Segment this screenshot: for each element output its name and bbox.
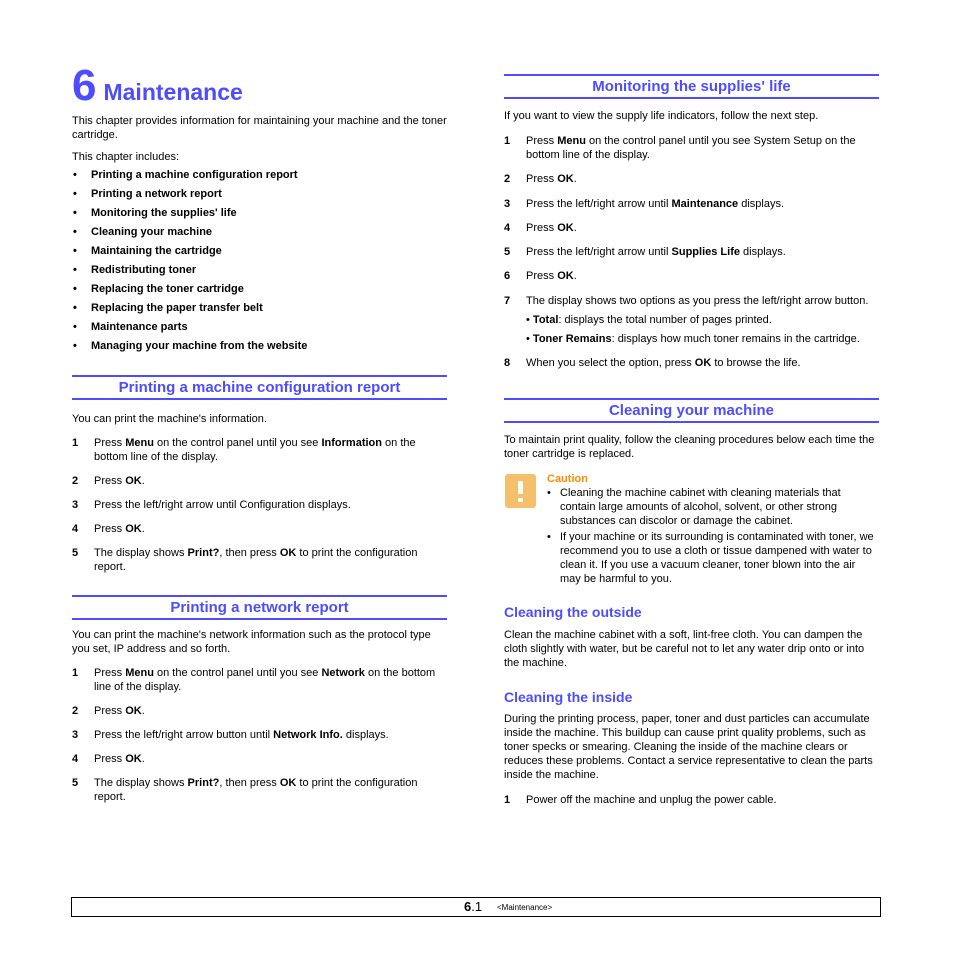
page-number: 6.1 — [464, 899, 483, 914]
chapter-contents-list — [72, 168, 447, 358]
step-item: 5 The display shows Print?, then press OK to print the configuration report. — [72, 777, 418, 803]
cleaning-inside-text: During the printing process, paper, toner and dust particles can accumulate inside the machine. This buildup can cause print quality problems, such as toner specks or smearing. Cleaning the inside of the machine clears or reduces these problems. Contact a service representative to clean the parts inside the machine. — [504, 713, 873, 781]
toc-item[interactable]: • Printing a machine configuration report — [72, 168, 447, 187]
toc-item[interactable]: • Monitoring the supplies' life — [72, 206, 447, 225]
step-item: 2 Press OK. — [72, 475, 145, 487]
supplies-steps — [504, 134, 879, 370]
step-item: 7 The display shows two options as you press the left/right arrow button. • Total: displays the total number of pages printed. • Toner Remains: displays how much toner remains in the cartridge. — [504, 294, 879, 346]
step-item: 2 Press OK. — [504, 173, 577, 185]
cleaning-outside-text: Clean the machine cabinet with a soft, lint-free cloth. You can dampen the cloth slightly with water, but be careful not to let any water drip onto or into the machine. — [504, 629, 865, 669]
section-heading-network-report: Printing a network report — [72, 595, 447, 620]
caution-icon — [505, 474, 536, 508]
step-item: 3 Press the left/right arrow button until Network Info. displays. — [72, 729, 389, 741]
toc-item[interactable]: • Maintaining the cartridge — [72, 244, 447, 263]
toc-item[interactable]: • Managing your machine from the website — [72, 339, 447, 358]
step-item: 8 When you select the option, press OK to browse the life. — [504, 357, 801, 369]
step-item: 2 Press OK. — [72, 705, 145, 717]
caution-item: • If your machine or its surrounding is contaminated with toner, we recommend you to use a cloth or tissue dampened with water to clean it. If you use a vacuum cleaner, toner blown into the air may be harmful to you. — [547, 530, 879, 586]
step-item: 1 Press Menu on the control panel until you see Network on the bottom line of the display. — [72, 667, 436, 693]
footer-chapter-label: <Maintenance> — [497, 903, 553, 912]
caution-box — [504, 472, 879, 586]
subheading-cleaning-outside: Cleaning the outside — [504, 604, 642, 620]
step-item: 3 Press the left/right arrow until Configuration displays. — [72, 499, 351, 511]
toc-item[interactable]: • Printing a network report — [72, 187, 447, 206]
step-item: 6 Press OK. — [504, 270, 577, 282]
toc-item[interactable]: • Maintenance parts — [72, 320, 447, 339]
chapter-heading — [72, 61, 447, 110]
left-column — [72, 61, 447, 804]
step-item: 4 Press OK. — [504, 222, 577, 234]
caution-item: • Cleaning the machine cabinet with cleaning materials that contain large amounts of alcohol, solvent, or other strong substances can discolor or damage the cabinet. — [547, 486, 879, 528]
subheading-cleaning-inside: Cleaning the inside — [504, 689, 633, 705]
step-item: 1 Press Menu on the control panel until you see System Setup on the bottom line of the display. — [504, 135, 856, 161]
step-item: 5 Press the left/right arrow until Supplies Life displays. — [504, 246, 786, 258]
chapter-intro: This chapter provides information for maintaining your machine and the toner cartridge. — [72, 115, 447, 141]
config-report-steps — [72, 436, 447, 574]
network-report-intro: You can print the machine's network information such as the protocol type you set, IP address and so forth. — [72, 629, 431, 655]
caution-list — [547, 486, 879, 586]
option-item: • Total: displays the total number of pages printed. — [526, 314, 772, 326]
right-column — [504, 74, 879, 807]
supplies-intro: If you want to view the supply life indicators, follow the next step. — [504, 110, 819, 122]
step-item: 4 Press OK. — [72, 523, 145, 535]
step-item: 1 Press Menu on the control panel until you see Information on the bottom line of the display. — [72, 437, 416, 463]
step-item: 1 Power off the machine and unplug the power cable. — [504, 794, 777, 806]
network-report-steps — [72, 666, 447, 804]
caution-title: Caution — [547, 473, 588, 485]
supplies-options — [526, 313, 879, 346]
cleaning-inside-steps — [504, 793, 879, 807]
includes-label: This chapter includes: — [72, 151, 179, 163]
step-item: 4 Press OK. — [72, 753, 145, 765]
chapter-title: Maintenance — [103, 79, 243, 105]
chapter-number: 6 — [72, 61, 97, 110]
section-heading-cleaning: Cleaning your machine — [504, 398, 879, 423]
step-item: 5 The display shows Print?, then press OK to print the configuration report. — [72, 547, 418, 573]
section-heading-config-report: Printing a machine configuration report — [72, 375, 447, 400]
step-item: 3 Press the left/right arrow until Maintenance displays. — [504, 198, 785, 210]
config-report-intro: You can print the machine's information. — [72, 413, 267, 425]
section-heading-supplies: Monitoring the supplies' life — [504, 74, 879, 99]
option-item: • Toner Remains: displays how much toner remains in the cartridge. — [526, 333, 860, 345]
cleaning-intro: To maintain print quality, follow the cleaning procedures below each time the toner cartridge is replaced. — [504, 434, 875, 460]
toc-item[interactable]: • Replacing the toner cartridge — [72, 282, 447, 301]
toc-item[interactable]: • Cleaning your machine — [72, 225, 447, 244]
page-footer — [71, 897, 881, 917]
toc-item[interactable]: • Replacing the paper transfer belt — [72, 301, 447, 320]
toc-item[interactable]: • Redistributing toner — [72, 263, 447, 282]
